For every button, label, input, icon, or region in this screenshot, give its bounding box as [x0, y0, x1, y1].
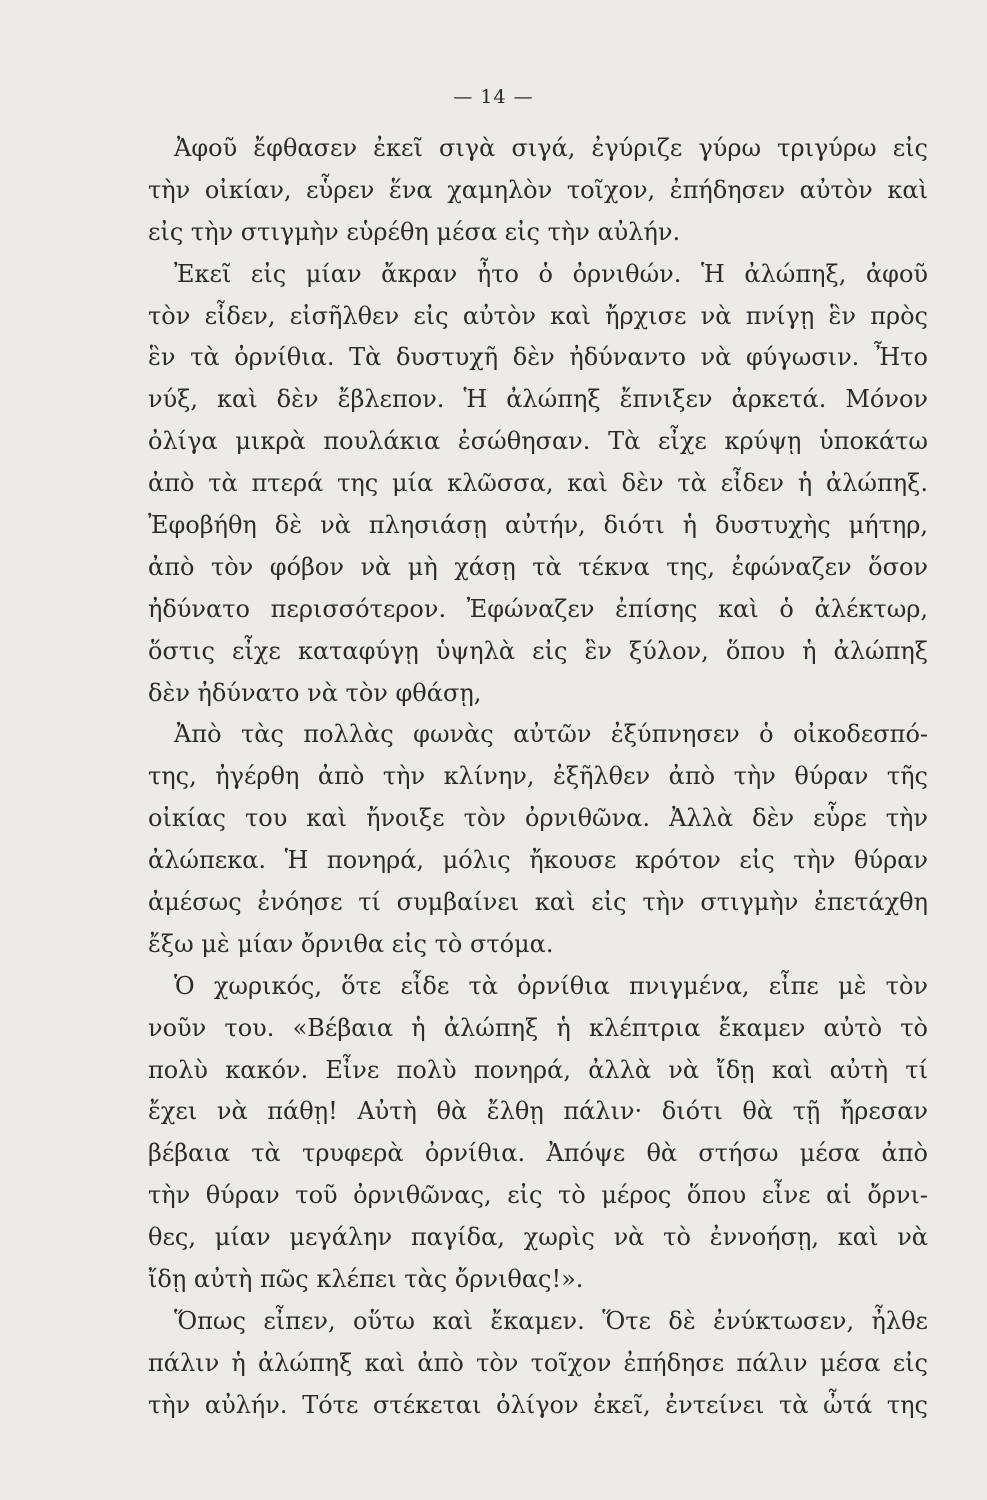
text-line: οἰκίας του καὶ ἤνοιξε τὸν ὀρνιθῶνα. Ἀλλὰ δὲν εὗρε τὴν: [148, 804, 928, 833]
text-line: Ὅπως εἶπεν, οὕτω καὶ ἔκαμεν. Ὅτε δὲ ἐνύκτωσεν, ἦλθε: [174, 1306, 928, 1335]
text-line: τὴν οἰκίαν, εὗρεν ἕνα χαμηλὸν τοῖχον, ἐπήδησεν αὐτὸν καὶ: [148, 175, 928, 204]
text-line: ἔχει νὰ πάθῃ! Αὐτὴ θὰ ἔλθῃ πάλιν· διότι θὰ τῇ ἤρεσαν: [148, 1097, 928, 1126]
text-line: νοῦν του. «Βέβαια ἡ ἀλώπηξ ἡ κλέπτρια ἔκαμεν αὐτὸ τὸ: [148, 1013, 928, 1042]
text-line: ἀπὸ τὸν φόβον νὰ μὴ χάσῃ τὰ τέκνα της, ἐφώναζεν ὅσον: [148, 552, 928, 581]
text-line: ὅστις εἶχε καταφύγῃ ὑψηλὰ εἰς ἓν ξύλον, ὅπου ἡ ἀλώπηξ: [148, 636, 928, 665]
text-line: Ὁ χωρικός, ὅτε εἶδε τὰ ὀρνίθια πνιγμένα, εἶπε μὲ τὸν: [174, 971, 928, 1000]
text-line: νύξ, καὶ δὲν ἔβλεπον. Ἡ ἀλώπηξ ἔπνιξεν ἀρκετά. Μόνον: [148, 385, 928, 414]
text-line: ἔξω μὲ μίαν ὄρνιθα εἰς τὸ στόμα.: [148, 929, 554, 958]
text-line: ὀλίγα μικρὰ πουλάκια ἐσώθησαν. Τὰ εἶχε κρύψῃ ὑποκάτω: [148, 427, 928, 456]
text-line: ἴδῃ αὐτὴ πῶς κλέπει τὰς ὄρνιθας!».: [148, 1265, 584, 1294]
text-line: τὴν θύραν τοῦ ὀρνιθῶνας, εἰς τὸ μέρος ὅπου εἶνε αἱ ὄρνι-: [148, 1181, 928, 1210]
text-line: πολὺ κακόν. Εἶνε πολὺ πονηρά, ἀλλὰ νὰ ἴδῃ καὶ αὐτὴ τί: [148, 1055, 928, 1084]
text-line: Ἀφοῦ ἔφθασεν ἐκεῖ σιγὰ σιγά, ἐγύριζε γύρω τριγύρω εἰς: [174, 134, 928, 162]
text-line: θες, μίαν μεγάλην παγίδα, χωρὶς νὰ τὸ ἐννοήσῃ, καὶ νὰ: [148, 1223, 928, 1252]
text-line: εἰς τὴν στιγμὴν εὑρέθη μέσα εἰς τὴν αὐλήν.: [148, 217, 681, 246]
text-line: βέβαια τὰ τρυφερὰ ὀρνίθια. Ἀπόψε θὰ στήσω μέσα ἀπὸ: [148, 1139, 928, 1168]
text-line: ἠδύνατο περισσότερον. Ἐφώναζεν ἐπίσης καὶ ὁ ἀλέκτωρ,: [148, 594, 928, 623]
text-line: δὲν ἠδύνατο νὰ τὸν φθάσῃ,: [148, 678, 482, 707]
text-line: Ἐφοβήθη δὲ νὰ πλησιάσῃ αὐτήν, διότι ἡ δυστυχὴς μήτηρ,: [148, 511, 928, 540]
text-line: ἓν τὰ ὀρνίθια. Τὰ δυστυχῆ δὲν ἠδύναντο νὰ φύγωσιν. Ἦτο: [148, 343, 928, 372]
text-line: τὸν εἶδεν, εἰσῆλθεν εἰς αὐτὸν καὶ ἤρχισε νὰ πνίγῃ ἓν πρὸς: [148, 301, 928, 330]
text-line: ἀπὸ τὰ πτερά της μία κλῶσσα, καὶ δὲν τὰ εἶδεν ἡ ἀλώπηξ.: [148, 469, 928, 498]
text-line: τὴν αὐλήν. Τότε στέκεται ὀλίγον ἐκεῖ, ἐντείνει τὰ ὦτά της: [148, 1390, 928, 1419]
text-line: Ἐκεῖ εἰς μίαν ἄκραν ἦτο ὁ ὀρνιθών. Ἡ ἀλώπηξ, ἀφοῦ: [174, 259, 928, 288]
text-line: της, ἠγέρθη ἀπὸ τὴν κλίνην, ἐξῆλθεν ἀπὸ τὴν θύραν τῆς: [148, 762, 928, 791]
text-line: Ἀπὸ τὰς πολλὰς φωνὰς αὐτῶν ἐξύπνησεν ὁ οἰκοδεσπό-: [174, 720, 928, 749]
page-number: — 14 —: [453, 86, 534, 108]
body-text: [148, 128, 928, 1427]
text-line: ἀμέσως ἐνόησε τί συμβαίνει καὶ εἰς τὴν στιγμὴν ἐπετάχθη: [148, 888, 928, 917]
text-line: πάλιν ἡ ἀλώπηξ καὶ ἀπὸ τὸν τοῖχον ἐπήδησε πάλιν μέσα εἰς: [148, 1348, 928, 1377]
text-line: ἀλώπεκα. Ἡ πονηρά, μόλις ἤκουσε κρότον εἰς τὴν θύραν: [148, 846, 928, 875]
